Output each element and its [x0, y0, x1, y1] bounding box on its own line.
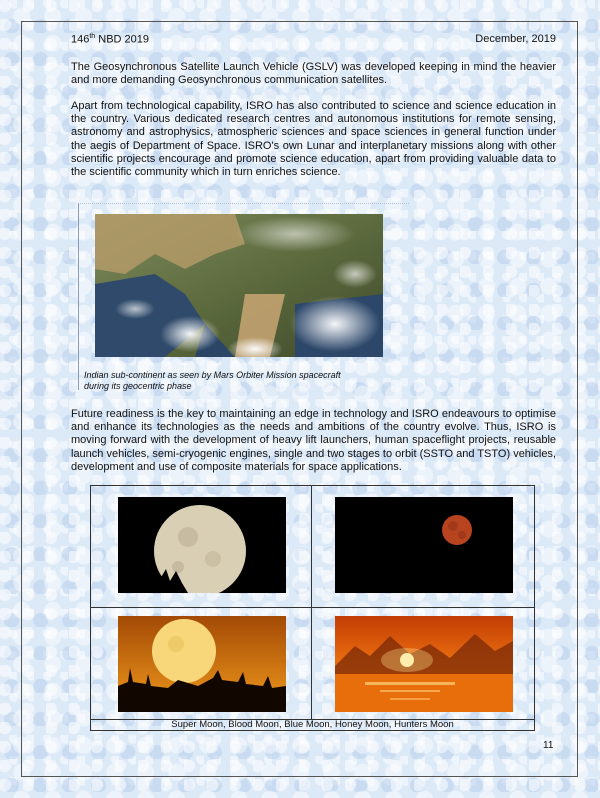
- header-date: December, 2019: [475, 33, 556, 45]
- page-header: [71, 33, 556, 46]
- paragraph-science: Apart from technological capability, ISRO has also contributed to science and science education in the country. Various dedicated research centres and autonomous institutions for remote sensing, astronomy and astrophysics, atmospheric sciences and space sciences in general function under the aegis of Department of Space. ISRO's own Lunar and interplanetary missions along with other scientific projects encourage and promote science education, apart from providing valuable data to the scientific community which in turn enriches science.: [71, 100, 556, 179]
- moon-grid-caption: Super Moon, Blood Moon, Blue Moon, Honey Moon, Hunters Moon: [171, 719, 454, 730]
- figure-caption: Indian sub-continent as seen by Mars Orbiter Mission spacecraft during its geocentric phase: [84, 370, 341, 391]
- blood-moon-photo: [335, 497, 513, 593]
- paragraph-gslv: The Geosynchronous Satellite Launch Vehicle (GSLV) was developed keeping in mind the heavier and more demanding Geosynchronous communication satellites.: [71, 61, 556, 87]
- page-number: 11: [543, 740, 554, 751]
- hunters-moon-photo: [335, 616, 513, 712]
- header-left: 146th NBD 2019: [71, 33, 150, 46]
- paragraph-future: Future readiness is the key to maintaining an edge in technology and ISRO endeavours to optimise and enhance its technologies as the needs and ambitions of the country evolve. Thus, ISRO is moving forward with the development of heavy lift launchers, human spaceflight projects, reusable launch vehicles, semi-cryogenic engines, single and two stages to orbit (SSTO and TSTO) vehicles, development and use of composite materials for space applications.: [71, 408, 556, 473]
- honey-moon-photo: [118, 616, 286, 712]
- super-moon-photo: [118, 497, 286, 593]
- moon-photo-grid: [90, 485, 535, 731]
- satellite-image-indian-subcontinent: [95, 214, 383, 357]
